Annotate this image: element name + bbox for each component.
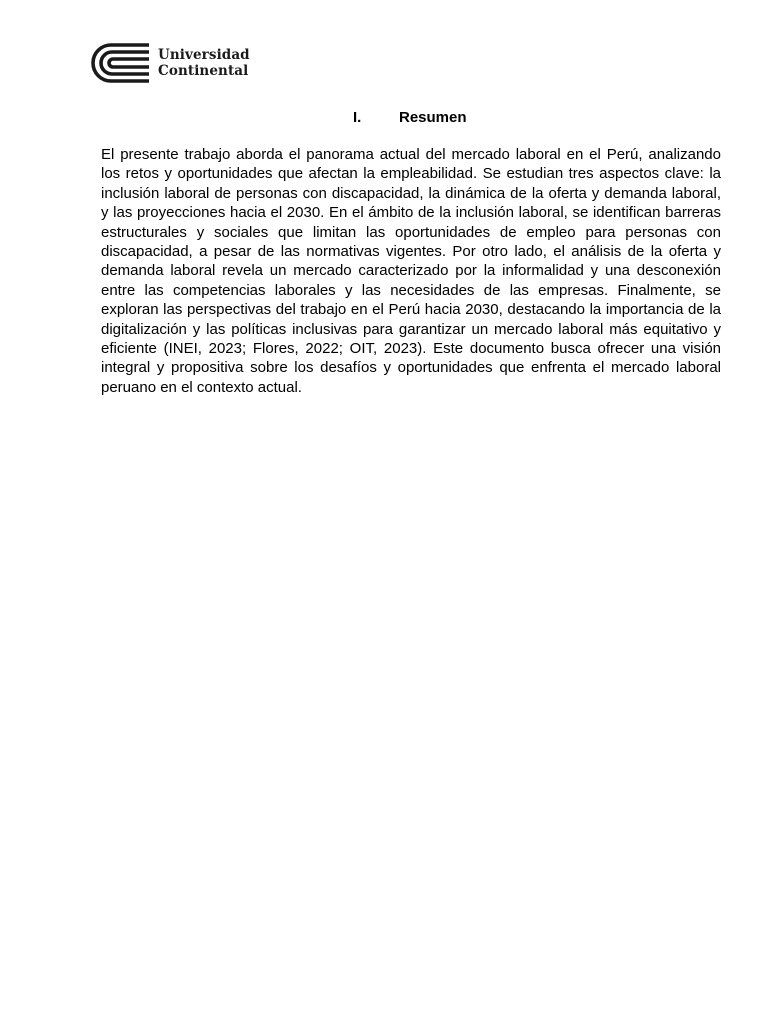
logo-wordmark <box>158 47 250 79</box>
logo-line-2: Continental <box>158 63 249 79</box>
abstract-paragraph: El presente trabajo aborda el panorama actual del mercado laboral en el Perú, analizando los retos y oportunidades que afectan la empleabilidad. Se estudian tres aspectos clave: la inclusión laboral de personas con discapacidad, la dinámica de la oferta y demanda laboral, y las proyecciones hacia el 2030. En el ámbito de la inclusión laboral, se identifican barreras estructurales y sociales que limitan las oportunidades de empleo para personas con discapacidad, a pesar de las normativas vigentes. Por otro lado, el análisis de la oferta y demanda laboral revela un mercado caracterizado por la informalidad y una desconexión entre las competencias laborales y las necesidades de las empresas. Finalmente, se exploran las perspectivas del trabajo en el Perú hacia 2030, destacando la importancia de la digitalización y las políticas inclusivas para garantizar un mercado laboral más equitativo y eficiente (INEI, 2023; Flores, 2022; OIT, 2023). Este documento busca ofrecer una visión integral y propositiva sobre los desafíos y oportunidades que enfrenta el mercado laboral peruano en el contexto actual. <box>101 146 721 396</box>
section-number: I. <box>353 109 362 126</box>
logo-line-1: Universidad <box>158 47 250 63</box>
section-heading <box>101 109 721 127</box>
section-title: Resumen <box>399 109 467 126</box>
university-logo <box>91 42 261 84</box>
continental-logo-icon <box>91 42 151 84</box>
